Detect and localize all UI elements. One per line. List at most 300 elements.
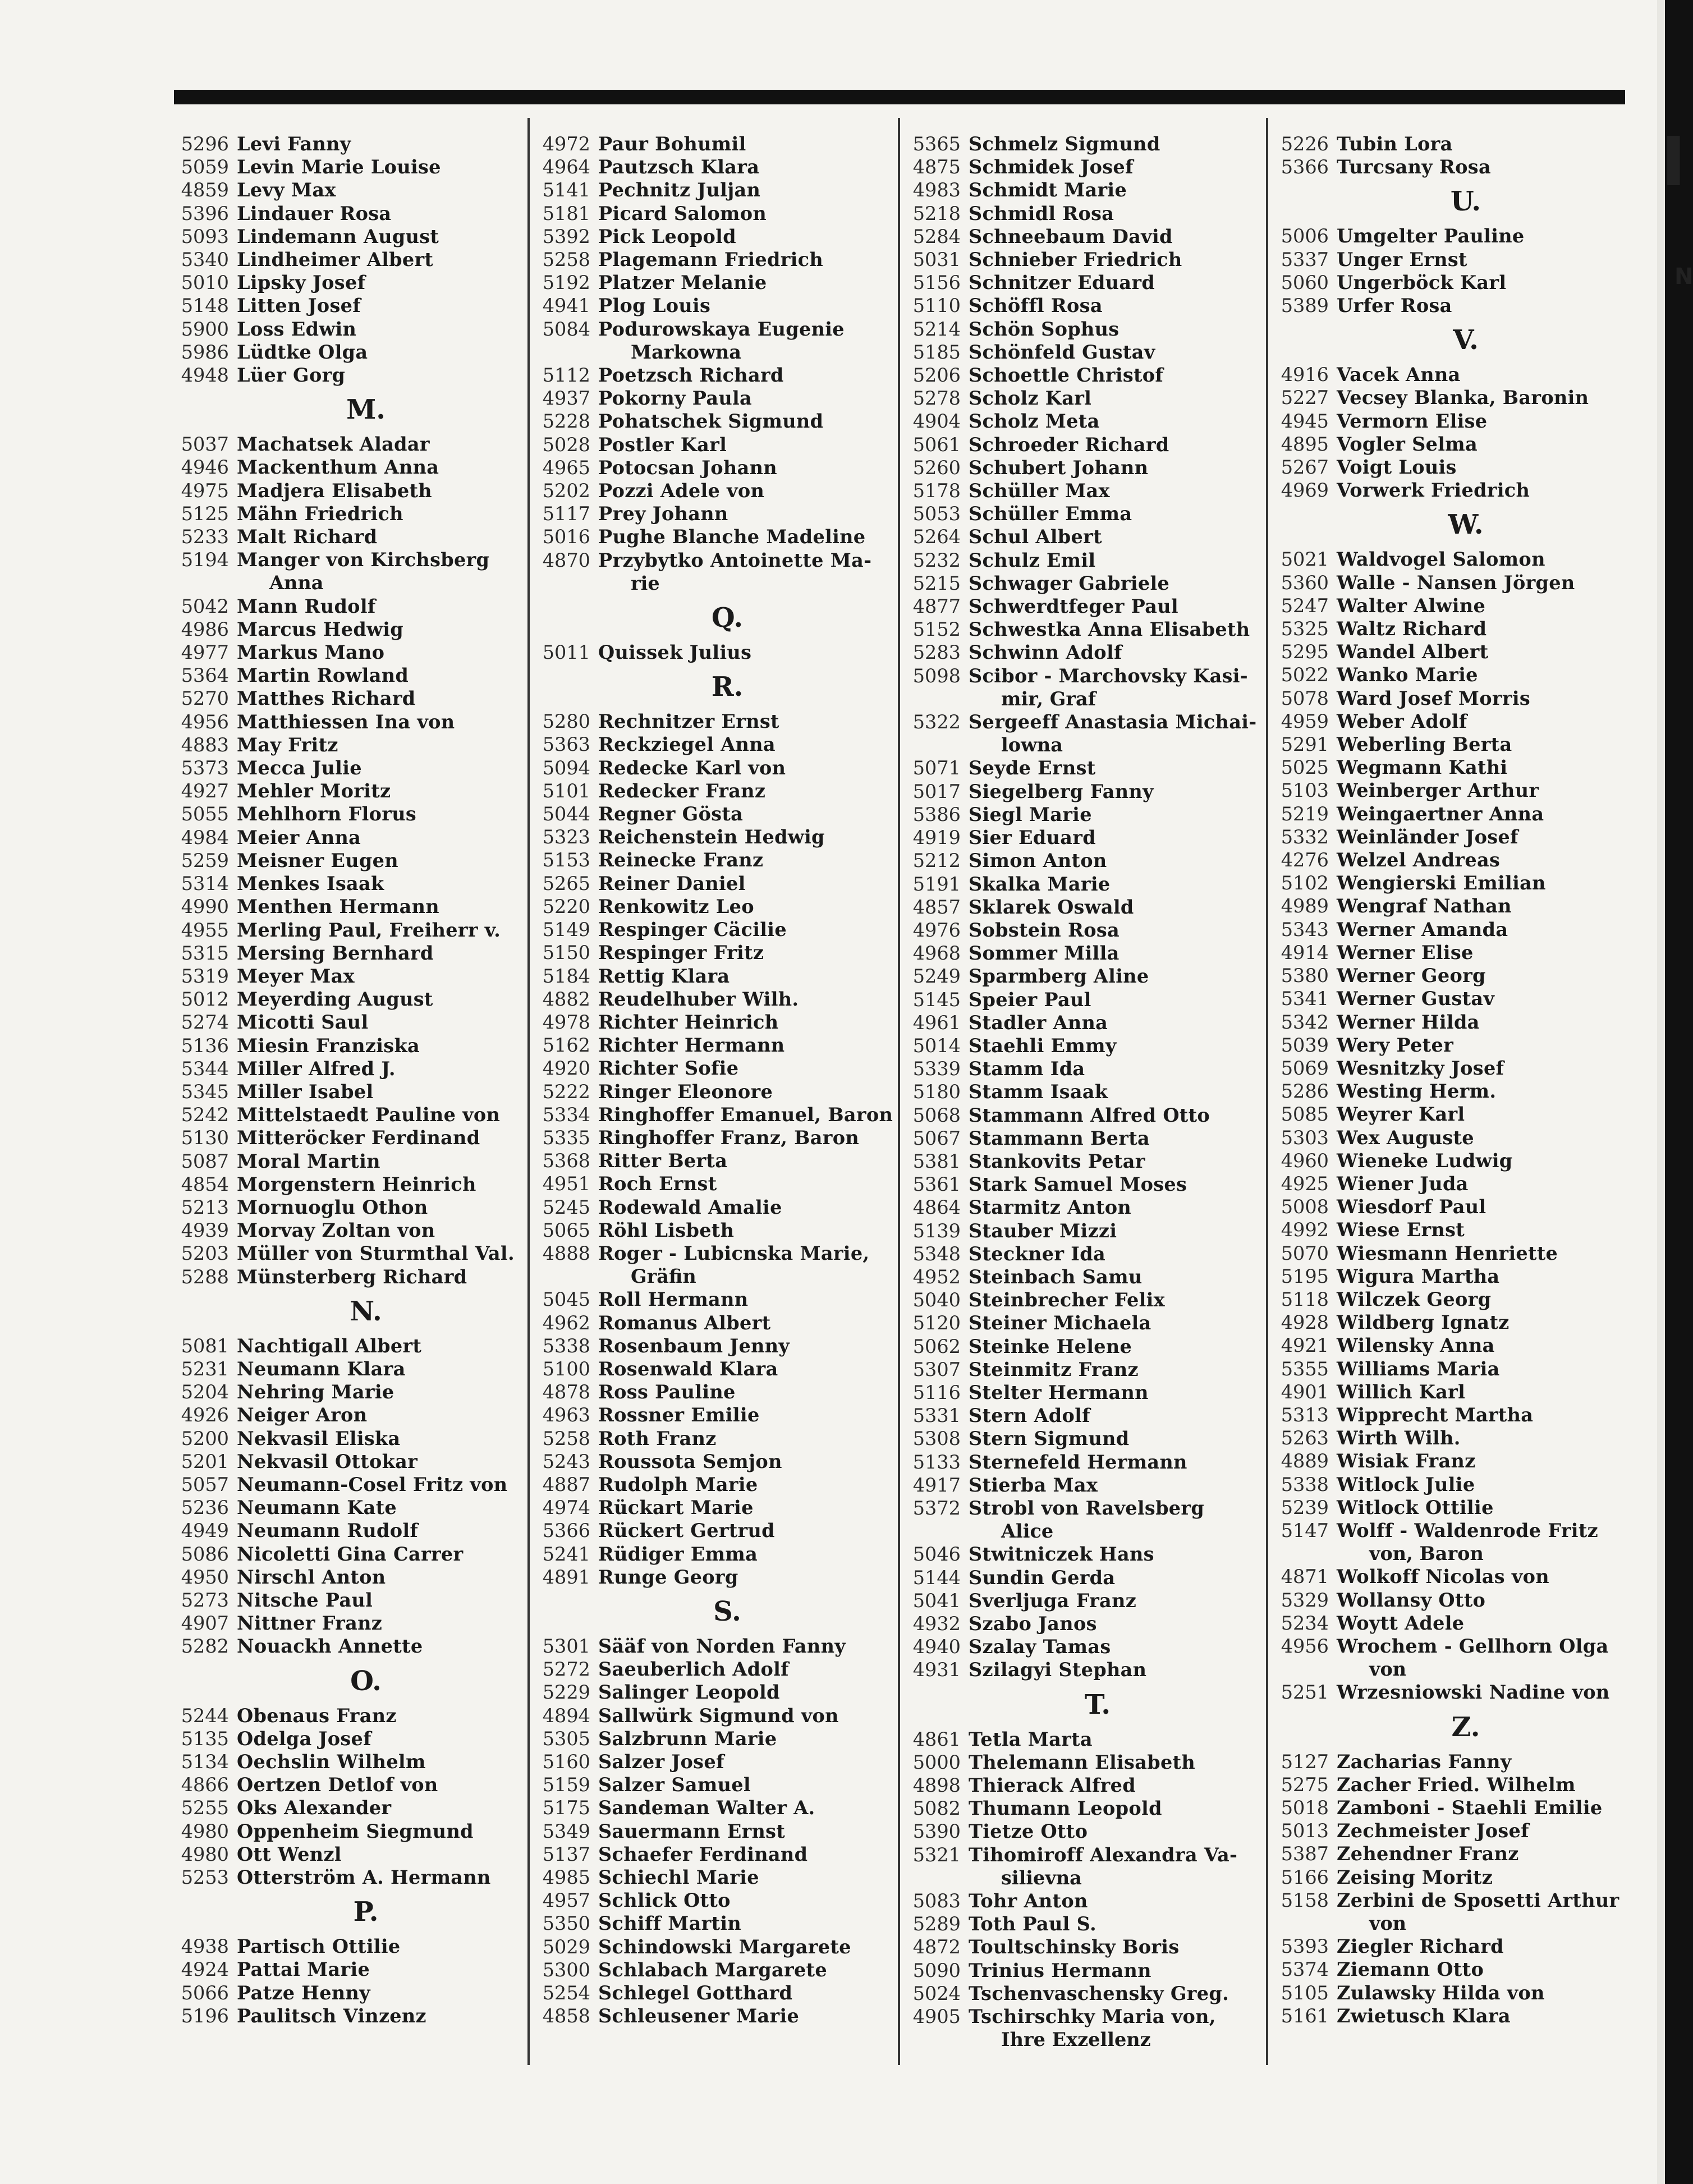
entry-name: Neumann Rudolf xyxy=(237,1520,419,1542)
list-item xyxy=(534,387,887,410)
entry-name: Steiner Michaela xyxy=(969,1312,1151,1334)
list-item xyxy=(905,2005,1257,2028)
entry-number: 5041 xyxy=(912,1589,961,1612)
entry-number: 4854 xyxy=(181,1173,229,1195)
entry-number: 4974 xyxy=(542,1497,590,1519)
entry-name: Witlock Ottilie xyxy=(1337,1496,1494,1518)
entry-name: Tohr Anton xyxy=(969,1890,1088,1912)
list-item xyxy=(905,410,1257,433)
entry-name: Rosenwald Klara xyxy=(598,1357,778,1380)
entry-number: 5161 xyxy=(1281,2004,1329,2027)
list-item xyxy=(1273,271,1625,294)
entry-name: Runge Georg xyxy=(598,1566,738,1588)
entry-name: Matthiessen Ina von xyxy=(237,710,455,733)
entry-number: 5390 xyxy=(912,1820,961,1843)
list-item xyxy=(905,1959,1257,1982)
list-item xyxy=(905,1173,1257,1196)
entry-name: Ross Pauline xyxy=(598,1381,736,1403)
list-item xyxy=(1273,1195,1625,1218)
list-item xyxy=(905,1335,1257,1358)
entry-name: Werner Hilda xyxy=(1337,1011,1480,1033)
entry-name: Miller Isabel xyxy=(237,1080,374,1103)
list-item xyxy=(534,1103,893,1126)
entry-number: 5127 xyxy=(1281,1750,1329,1773)
entry-name: Wollansy Otto xyxy=(1337,1589,1486,1611)
list-item xyxy=(173,525,525,548)
entry-name: Schüller Emma xyxy=(969,503,1132,525)
list-item xyxy=(534,802,887,825)
entry-name: Nicoletti Gina Carrer xyxy=(237,1543,464,1565)
entry-name: Obenaus Franz xyxy=(237,1704,397,1727)
entry-name: Schöffl Rosa xyxy=(969,295,1103,317)
list-item xyxy=(173,1150,525,1173)
entry-name: Pattai Marie xyxy=(237,1958,370,1981)
entry-number: 4937 xyxy=(542,387,590,410)
list-item xyxy=(173,502,525,525)
entry-number: 5228 xyxy=(542,410,590,433)
list-item xyxy=(173,1196,525,1219)
entry-name: Scholz Meta xyxy=(969,410,1100,433)
entry-name: Witlock Julie xyxy=(1337,1473,1475,1495)
entry-name: Redecke Karl von xyxy=(598,756,786,779)
entry-name: Sier Eduard xyxy=(969,827,1096,849)
list-item xyxy=(905,178,1257,201)
entry-number: 5342 xyxy=(1281,1011,1329,1033)
entry-name: Wandel Albert xyxy=(1337,641,1489,663)
entry-number: 5332 xyxy=(1281,825,1329,848)
entry-name: Madjera Elisabeth xyxy=(237,479,432,502)
entry-name: Wex Auguste xyxy=(1337,1126,1474,1149)
entry-number: 4962 xyxy=(542,1311,590,1334)
list-item xyxy=(1273,802,1625,825)
entry-number: 5135 xyxy=(181,1727,229,1750)
entry-name: Steinke Helene xyxy=(969,1335,1132,1357)
entry-number: 5084 xyxy=(542,318,590,340)
entry-number: 5145 xyxy=(912,988,961,1011)
list-item xyxy=(1273,1057,1625,1080)
entry-number: 5322 xyxy=(912,711,961,733)
entry-number: 4927 xyxy=(181,780,229,802)
entry-number: 5125 xyxy=(181,502,229,525)
entry-name: Ott Wenzl xyxy=(237,1843,342,1865)
entry-name: Steinbrecher Felix xyxy=(969,1289,1165,1311)
entry-name: Wery Peter xyxy=(1337,1034,1454,1056)
entry-number: 4859 xyxy=(181,179,229,201)
entry-name: Siegl Marie xyxy=(969,803,1092,825)
list-item xyxy=(1273,1819,1625,1842)
list-item xyxy=(905,271,1257,294)
entry-number: 5283 xyxy=(912,641,961,664)
entry-name: Walle - Nansen Jörgen xyxy=(1337,571,1575,594)
list-item xyxy=(173,802,525,825)
entry-number: 4952 xyxy=(912,1265,961,1288)
list-item xyxy=(173,132,525,155)
entry-number: 5144 xyxy=(912,1566,961,1589)
entry-number: 5085 xyxy=(1281,1103,1329,1126)
entry-number: 5229 xyxy=(542,1681,590,1704)
entry-name: Postler Karl xyxy=(598,433,727,456)
entry-number: 5226 xyxy=(1281,133,1329,155)
entry-number: 5014 xyxy=(912,1034,961,1057)
list-item xyxy=(173,756,525,779)
entry-name: Schiff Martin xyxy=(598,1912,742,1935)
entry-name: Podurowskaya Eugenie xyxy=(598,318,845,340)
entry-name: Zamboni - Staehli Emilie xyxy=(1337,1797,1603,1819)
entry-number: 4957 xyxy=(542,1889,590,1912)
entry-name: Malt Richard xyxy=(237,526,378,548)
entry-name: Merling Paul, Freiherr v. xyxy=(237,919,501,941)
entry-number: 5195 xyxy=(1281,1265,1329,1287)
entry-number: 5334 xyxy=(542,1103,590,1126)
entry-name: Stammann Berta xyxy=(969,1127,1150,1149)
entry-number: 5103 xyxy=(1281,779,1329,802)
list-item xyxy=(905,1288,1257,1311)
entry-name: Weingaertner Anna xyxy=(1337,802,1544,825)
entry-number: 5396 xyxy=(181,202,229,224)
entry-number: 4889 xyxy=(1281,1450,1329,1472)
entry-name: Salzer Samuel xyxy=(598,1774,751,1796)
entry-name: Schwinn Adolf xyxy=(969,641,1122,664)
list-item xyxy=(173,618,525,641)
entry-number: 5202 xyxy=(542,480,590,502)
list-item xyxy=(173,456,525,479)
entry-name: Meier Anna xyxy=(237,826,361,848)
list-item xyxy=(905,502,1257,525)
entry-name: Lipsky Josef xyxy=(237,272,366,294)
entry-name: Schaefer Ferdinand xyxy=(598,1843,808,1865)
entry-name: Stauber Mizzi xyxy=(969,1219,1117,1242)
entry-number: 5018 xyxy=(1281,1797,1329,1819)
entry-name: Westing Herm. xyxy=(1337,1080,1497,1103)
entry-name: Münsterberg Richard xyxy=(237,1265,467,1288)
list-item xyxy=(1273,617,1625,640)
entry-name: Sundin Gerda xyxy=(969,1566,1116,1589)
list-item xyxy=(1273,710,1625,733)
list-item xyxy=(1273,1380,1625,1403)
entry-number: 5986 xyxy=(181,341,229,363)
list-item xyxy=(173,1380,525,1403)
entry-number: 4960 xyxy=(1281,1149,1329,1172)
entry-name: Scholz Karl xyxy=(969,387,1092,410)
list-item xyxy=(534,225,887,248)
list-item xyxy=(1273,1473,1625,1496)
list-item xyxy=(173,1866,525,1889)
list-item xyxy=(905,525,1257,548)
entry-number: 5363 xyxy=(542,733,590,756)
list-item xyxy=(905,479,1257,502)
list-item xyxy=(534,1126,887,1149)
entry-number: 5270 xyxy=(181,687,229,710)
list-item xyxy=(534,641,887,664)
entry-number: 4980 xyxy=(181,1820,229,1842)
entry-name: Morvay Zoltan von xyxy=(237,1219,435,1242)
entry-number: 4938 xyxy=(181,1935,229,1958)
entry-name: Wildberg Ignatz xyxy=(1337,1311,1510,1334)
entry-number: 5012 xyxy=(181,988,229,1011)
list-item xyxy=(534,988,887,1011)
entry-name: Rudolph Marie xyxy=(598,1473,758,1495)
entry-name: Wrochem - Gellhorn Olga xyxy=(1337,1635,1609,1657)
entry-name: Zacharias Fanny xyxy=(1337,1750,1512,1773)
entry-number: 5300 xyxy=(542,1958,590,1981)
entry-number: 5083 xyxy=(912,1890,961,1912)
entry-name: Vogler Selma xyxy=(1337,433,1478,455)
entry-number: 5275 xyxy=(1281,1773,1329,1796)
list-item xyxy=(534,1219,887,1242)
entry-name: Poetzsch Richard xyxy=(598,364,784,387)
list-item xyxy=(534,1011,887,1034)
entry-name: Müller von Sturmthal Val. xyxy=(237,1242,515,1265)
entry-name: Renkowitz Leo xyxy=(598,895,754,917)
list-item xyxy=(905,1150,1257,1173)
list-item xyxy=(905,664,1257,687)
entry-number: 4984 xyxy=(181,826,229,848)
list-item xyxy=(905,1034,1257,1057)
entry-number: 5148 xyxy=(181,295,229,317)
entry-number: 5120 xyxy=(912,1312,961,1334)
list-item xyxy=(173,664,525,687)
entry-name: Wiesmann Henriette xyxy=(1337,1242,1558,1264)
entry-name: Werner Georg xyxy=(1337,965,1486,987)
entry-name: Wirth Wilh. xyxy=(1337,1427,1461,1449)
entry-number: 5296 xyxy=(181,133,229,155)
entry-number: 5060 xyxy=(1281,271,1329,293)
entry-number: 5325 xyxy=(1281,618,1329,640)
entry-name: Ritter Berta xyxy=(598,1150,728,1172)
entry-number: 4950 xyxy=(181,1566,229,1588)
list-item xyxy=(1273,871,1625,894)
entry-number: 4891 xyxy=(542,1566,590,1588)
list-item xyxy=(1273,1981,1625,2004)
entry-number: 4924 xyxy=(181,1958,229,1981)
entry-number: 5175 xyxy=(542,1797,590,1819)
entry-number: 5233 xyxy=(181,526,229,548)
entry-number: 5029 xyxy=(542,1935,590,1958)
entry-number: 5345 xyxy=(181,1080,229,1103)
list-item xyxy=(534,155,887,178)
list-item xyxy=(534,756,887,779)
entry-number: 4858 xyxy=(542,2005,590,2027)
list-item xyxy=(534,1196,887,1219)
list-item xyxy=(1273,941,1625,964)
entry-name: Markus Mano xyxy=(237,641,385,664)
entry-name: Urfer Rosa xyxy=(1337,295,1452,317)
list-item xyxy=(173,1750,525,1773)
list-item xyxy=(173,595,525,618)
entry-name: Salzbrunn Marie xyxy=(598,1727,777,1750)
list-item xyxy=(905,780,1257,803)
entry-name: Schul Albert xyxy=(969,526,1102,548)
list-item xyxy=(1273,1103,1625,1126)
list-item xyxy=(534,479,887,502)
entry-name: Machatsek Aladar xyxy=(237,433,430,456)
list-item xyxy=(1273,1288,1625,1311)
entry-name: Ringhoffer Emanuel, Baron xyxy=(598,1103,893,1126)
section-letter: Q. xyxy=(711,602,744,634)
list-item xyxy=(173,1473,525,1496)
entry-number: 5386 xyxy=(912,803,961,825)
entry-name: Trinius Hermann xyxy=(969,1959,1151,1981)
entry-name: Meyer Max xyxy=(237,965,355,987)
entry-name: Schwerdtfeger Paul xyxy=(969,595,1178,618)
entry-number: 4928 xyxy=(1281,1311,1329,1334)
section-letter: T. xyxy=(1084,1689,1111,1720)
entry-number: 5241 xyxy=(542,1543,590,1565)
list-item xyxy=(905,1658,1257,1681)
entry-name: Rüdiger Emma xyxy=(598,1543,758,1565)
entry-number: 5295 xyxy=(1281,641,1329,663)
entry-name: Wilczek Georg xyxy=(1337,1288,1492,1310)
entry-number: 5343 xyxy=(1281,918,1329,940)
entry-number: 5236 xyxy=(181,1497,229,1519)
entry-name: Reudelhuber Wilh. xyxy=(598,988,799,1010)
entry-number: 5181 xyxy=(542,202,590,224)
list-item xyxy=(173,1519,525,1542)
entry-number: 4951 xyxy=(542,1173,590,1195)
entry-name: Schmidek Josef xyxy=(969,156,1134,178)
entry-name: Tietze Otto xyxy=(969,1820,1088,1843)
entry-number: 5101 xyxy=(542,779,590,802)
entry-number: 4905 xyxy=(912,2006,961,2028)
entry-number: 5105 xyxy=(1281,1981,1329,2004)
entry-number: 5062 xyxy=(912,1335,961,1357)
entry-number: 5218 xyxy=(912,202,961,224)
entry-number: 4276 xyxy=(1281,849,1329,871)
list-item xyxy=(1273,663,1625,686)
entry-number: 4965 xyxy=(542,456,590,479)
entry-name: Rechnitzer Ernst xyxy=(598,710,779,733)
entry-name: Mittelstaedt Pauline von xyxy=(237,1104,501,1126)
entry-number: 5066 xyxy=(181,1981,229,2004)
entry-name: Respinger Cäcilie xyxy=(598,919,787,941)
entry-number: 5227 xyxy=(1281,387,1329,409)
list-item xyxy=(1273,1866,1625,1889)
entry-number: 5159 xyxy=(542,1774,590,1796)
entry-number: 5112 xyxy=(542,364,590,387)
entry-number: 4914 xyxy=(1281,941,1329,963)
list-item xyxy=(1273,1449,1625,1472)
facing-page-edge xyxy=(1657,0,1693,2184)
entry-number: 5086 xyxy=(181,1543,229,1565)
entry-number: 5323 xyxy=(542,826,590,848)
entry-name: Wolkoff Nicolas von xyxy=(1337,1566,1549,1588)
list-item xyxy=(534,1981,887,2004)
list-item xyxy=(905,1404,1257,1427)
entry-number: 4959 xyxy=(1281,710,1329,732)
entry-number: 5053 xyxy=(912,503,961,525)
entry-name: Mehler Moritz xyxy=(237,780,391,802)
entry-name: Levin Marie Louise xyxy=(237,156,441,178)
entry-number: 4931 xyxy=(912,1659,961,1681)
list-item xyxy=(534,1334,887,1357)
entry-name: May Fritz xyxy=(237,733,338,756)
entry-name: Wieneke Ludwig xyxy=(1337,1149,1513,1172)
entry-name: Weyrer Karl xyxy=(1337,1103,1465,1126)
entry-name: Plog Louis xyxy=(598,295,711,317)
list-item xyxy=(173,1589,525,1612)
entry-number: 5282 xyxy=(181,1635,229,1658)
entry-number: 5339 xyxy=(912,1058,961,1080)
entry-name: Schroeder Richard xyxy=(969,433,1169,456)
entry-name: Rodewald Amalie xyxy=(598,1196,782,1218)
entry-number: 4925 xyxy=(1281,1172,1329,1195)
entry-name: Schön Sophus xyxy=(969,318,1120,340)
entry-name: Rossner Emilie xyxy=(598,1404,760,1426)
entry-number: 5136 xyxy=(181,1034,229,1057)
entry-number: 4986 xyxy=(181,618,229,640)
entry-number: 5200 xyxy=(181,1427,229,1449)
entry-name: Ziemann Otto xyxy=(1337,1958,1484,1981)
section-letter: Z. xyxy=(1451,1711,1480,1743)
entry-number: 4872 xyxy=(912,1936,961,1958)
entry-number: 5055 xyxy=(181,803,229,825)
entry-name: Neumann-Cosel Fritz von xyxy=(237,1473,508,1495)
entry-number: 5372 xyxy=(912,1497,961,1519)
entry-number: 4877 xyxy=(912,595,961,618)
entry-number: 5274 xyxy=(181,1011,229,1034)
entry-number: 4980 xyxy=(181,1843,229,1865)
entry-number: 5338 xyxy=(542,1334,590,1357)
section-letter: U. xyxy=(1450,186,1481,218)
list-item xyxy=(173,1103,525,1126)
entry-number: 5344 xyxy=(181,1057,229,1080)
entry-name: Schmelz Sigmund xyxy=(969,133,1160,155)
directory-column-3 xyxy=(905,132,1257,2051)
list-item xyxy=(173,155,525,178)
entry-name: Schoettle Christof xyxy=(969,364,1164,387)
entry-name: Wiener Juda xyxy=(1337,1172,1469,1195)
entry-name: Loss Edwin xyxy=(237,318,357,340)
entry-name: Toultschinsky Boris xyxy=(969,1936,1180,1958)
list-item xyxy=(905,1127,1257,1150)
entry-name: Pozzi Adele von xyxy=(598,480,765,502)
entry-name: Pokorny Paula xyxy=(598,387,753,410)
entry-number: 5368 xyxy=(542,1150,590,1172)
entry-name: Tetla Marta xyxy=(969,1728,1093,1750)
entry-name: Zerbini de Sposetti Arthur xyxy=(1337,1889,1619,1911)
entry-number: 5313 xyxy=(1281,1403,1329,1426)
list-item xyxy=(173,1727,525,1750)
entry-number: 5255 xyxy=(181,1797,229,1819)
entry-number: 5350 xyxy=(542,1912,590,1935)
edge-letter-top: I xyxy=(1661,123,1686,201)
entry-number: 4883 xyxy=(181,733,229,756)
entry-number: 5219 xyxy=(1281,802,1329,825)
entry-number: 5137 xyxy=(542,1843,590,1865)
entry-number: 4983 xyxy=(912,179,961,201)
entry-name: Mitteröcker Ferdinand xyxy=(237,1127,480,1149)
entry-number: 4956 xyxy=(181,710,229,733)
list-item xyxy=(534,202,887,225)
list-item xyxy=(905,849,1257,872)
entry-number: 5068 xyxy=(912,1104,961,1126)
entry-name: Mackenthum Anna xyxy=(237,456,439,479)
list-item xyxy=(1273,410,1625,433)
entry-number: 5340 xyxy=(181,249,229,271)
entry-name: Wipprecht Martha xyxy=(1337,1403,1534,1426)
list-item xyxy=(1273,132,1625,155)
entry-name: Oertzen Detlof von xyxy=(237,1774,438,1796)
entry-number: 4955 xyxy=(181,919,229,941)
entry-name: Pautzsch Klara xyxy=(598,156,760,178)
entry-number: 4956 xyxy=(1281,1635,1329,1657)
list-item xyxy=(1273,1126,1625,1149)
list-item xyxy=(905,1820,1257,1843)
entry-number: 5013 xyxy=(1281,1820,1329,1842)
entry-number: 5265 xyxy=(542,872,590,894)
entry-name: Miller Alfred J. xyxy=(237,1057,396,1080)
entry-number: 5288 xyxy=(181,1265,229,1288)
